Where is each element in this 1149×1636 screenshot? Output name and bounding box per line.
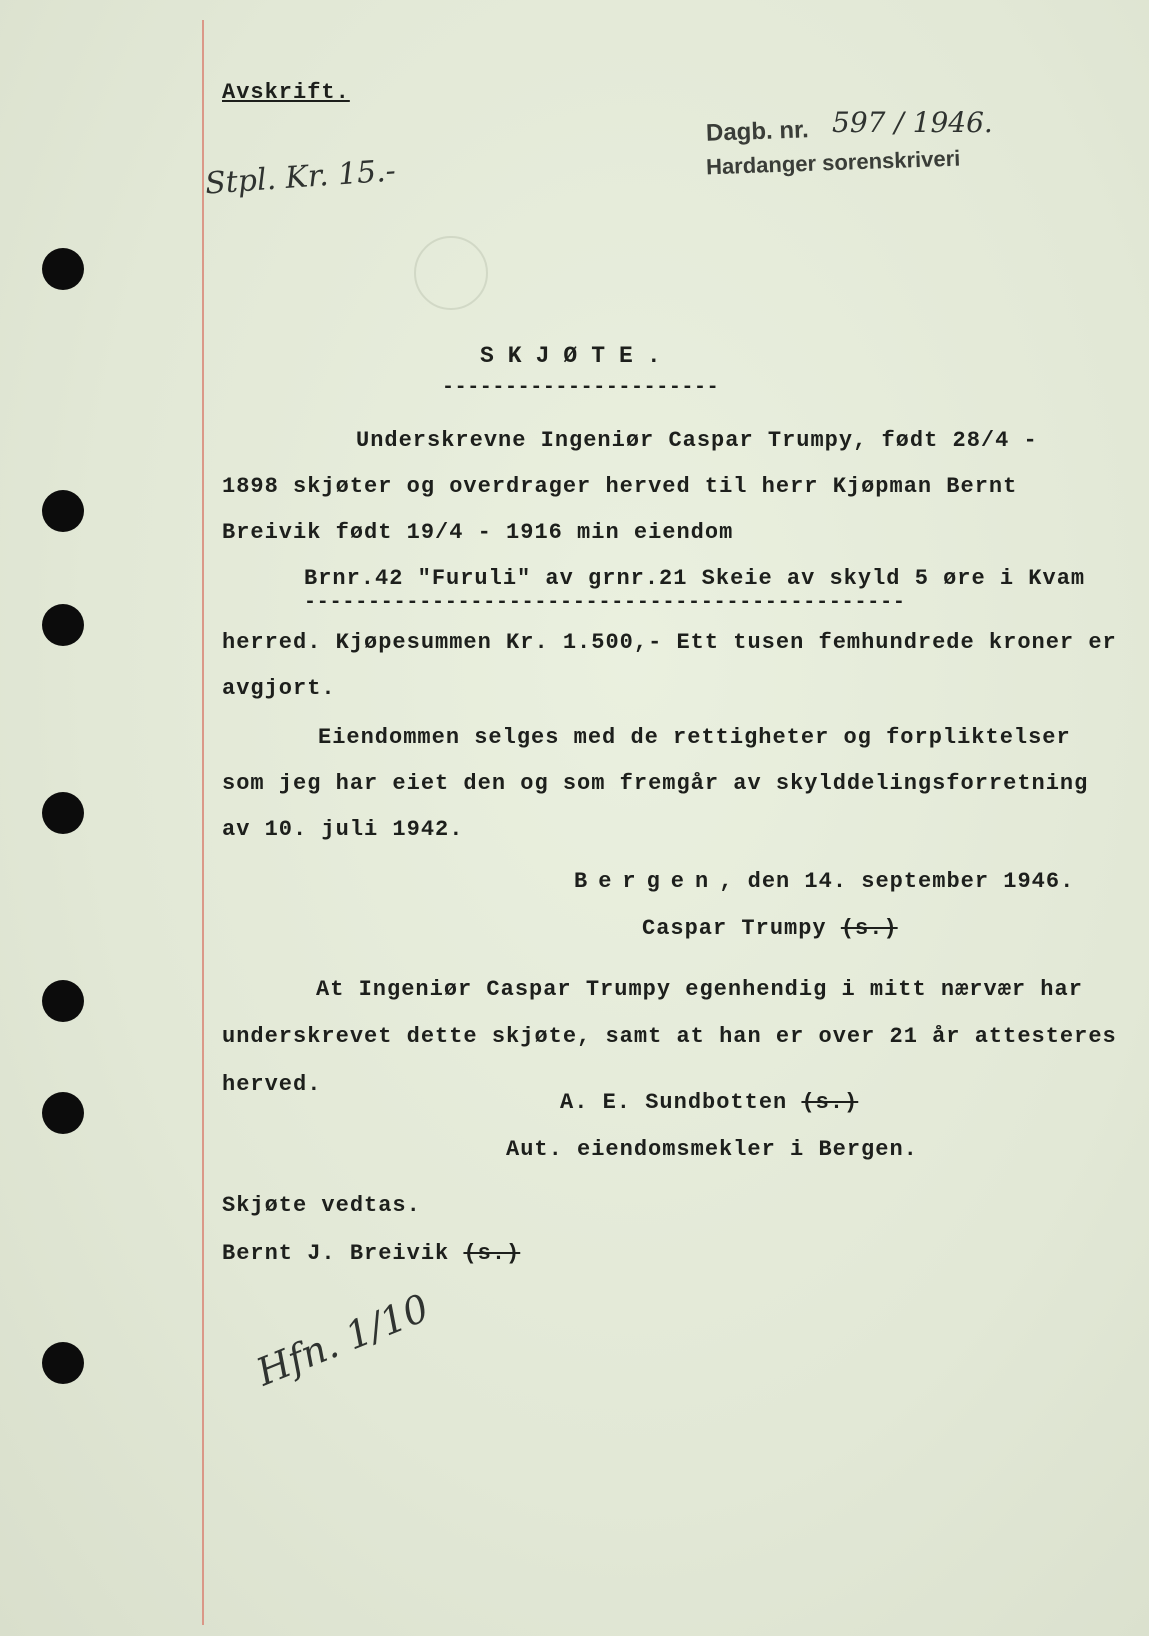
punch-hole [42,1092,84,1134]
witness-title: Aut. eiendomsmekler i Bergen. [506,1137,918,1162]
faint-stamp-trace [414,236,488,310]
buyer [222,1241,520,1266]
punch-hole [42,490,84,532]
signer-1-name: Caspar Trumpy [642,916,827,941]
body-line-6: avgjort. [222,676,336,701]
date-text: , den 14. september 1946. [719,869,1075,894]
buyer-name: Bernt J. Breivik [222,1241,450,1266]
buyer-mark: (s.) [463,1241,521,1266]
punch-hole [42,248,84,290]
punch-hole [42,604,84,646]
signer-1 [642,916,898,941]
registry-number: 597 / 1946. [832,106,993,139]
registry-stamp-label: Dagb. nr. [705,116,810,147]
margin-line [202,20,204,1625]
punch-hole [42,1342,84,1384]
body-line-7: Eiendommen selges med de rettigheter og forpliktelser [318,725,1071,750]
body-line-8: som jeg har eiet den og som fremgår av skylddelingsforretning [222,771,1089,796]
body-line-2: 1898 skjøter og overdrager herved til herr Kjøpman Bernt [222,474,1018,499]
witness [560,1090,858,1115]
property-line: Brnr.42 "Furuli" av grnr.21 Skeie av skyld 5 øre i Kvam [304,566,1086,591]
acceptance-line: Skjøte vedtas. [222,1193,421,1218]
punch-hole [42,792,84,834]
attest-line-3: herved. [222,1072,322,1097]
signer-1-mark: (s.) [840,916,898,941]
handwritten-note: Hfn. 1/10 [250,1285,435,1395]
body-line-9: av 10. juli 1942. [222,817,464,842]
handwritten-fee: Stpl. Kr. 15.- [204,153,397,202]
attest-line-1: At Ingeniør Caspar Trumpy egenhendig i mitt nærvær har [316,977,1083,1002]
property-rule: ----------------------------------------------- [304,591,906,614]
document-heading: SKJØTE. [480,343,675,369]
place-date [574,869,1074,894]
body-line-5: herred. Kjøpesummen Kr. 1.500,- Ett tusen femhundrede kroner er [222,630,1117,655]
body-line-1: Underskrevne Ingeniør Caspar Trumpy, født 28/4 - [356,428,1038,453]
witness-name: A. E. Sundbotten [560,1090,788,1115]
witness-mark: (s.) [801,1090,859,1115]
registry-stamp-office: Hardanger sorenskriveri [705,145,961,180]
place-city: Bergen [574,869,720,894]
heading-rule: ---------------------- [442,376,720,399]
punch-hole [42,980,84,1022]
document-header-title: Avskrift. [222,80,350,105]
attest-line-2: underskrevet dette skjøte, samt at han er over 21 år attesteres [222,1024,1117,1049]
body-line-3: Breivik født 19/4 - 1916 min eiendom [222,520,734,545]
